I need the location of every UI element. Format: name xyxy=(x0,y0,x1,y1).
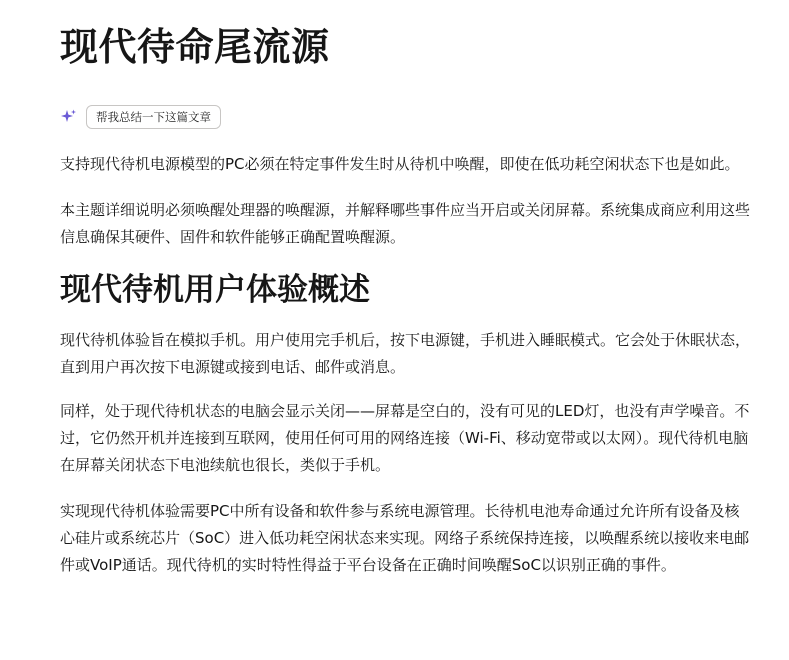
page-title: 现代待命尾流源 xyxy=(60,25,330,69)
section-heading: 现代待机用户体验概述 xyxy=(60,272,370,308)
sparkle-icon xyxy=(60,108,78,126)
section-paragraph: 同样，处于现代待机状态的电脑会显示关闭——屏幕是空白的，没有可见的LED灯，也没有声学噪音。不过，它仍然开机并连接到互联网，使用任何可用的网络连接（Wi-Fi、移动宽带或以太网）。现代待机电脑在屏幕关闭状态下电池续航也很长，类似于手机。 xyxy=(60,402,750,474)
summarize-button[interactable]: 帮我总结一下这篇文章 xyxy=(86,105,221,129)
section-paragraph: 实现现代待机体验需要PC中所有设备和软件参与系统电源管理。长待机电池寿命通过允许所有设备及核心硅片或系统芯片（SoC）进入低功耗空闲状态来实现。网络子系统保持连接，以唤醒系统以接收来电邮件或VoIP通话。现代待机的实时特性得益于平台设备在正确时间唤醒SoC以识别正确的事件。 xyxy=(60,502,750,574)
section-paragraph: 现代待机体验旨在模拟手机。用户使用完手机后，按下电源键，手机进入睡眠模式。它会处于休眠状态，直到用户再次按下电源键或接到电话、邮件或消息。 xyxy=(60,331,751,376)
intro-paragraph: 本主题详细说明必须唤醒处理器的唤醒源，并解释哪些事件应当开启或关闭屏幕。系统集成商应利用这些信息确保其硬件、固件和软件能够正确配置唤醒源。 xyxy=(60,201,751,246)
summary-row xyxy=(60,104,750,130)
intro-paragraph: 支持现代待机电源模型的PC必须在特定事件发生时从待机中唤醒，即使在低功耗空闲状态下也是如此。 xyxy=(60,155,740,173)
